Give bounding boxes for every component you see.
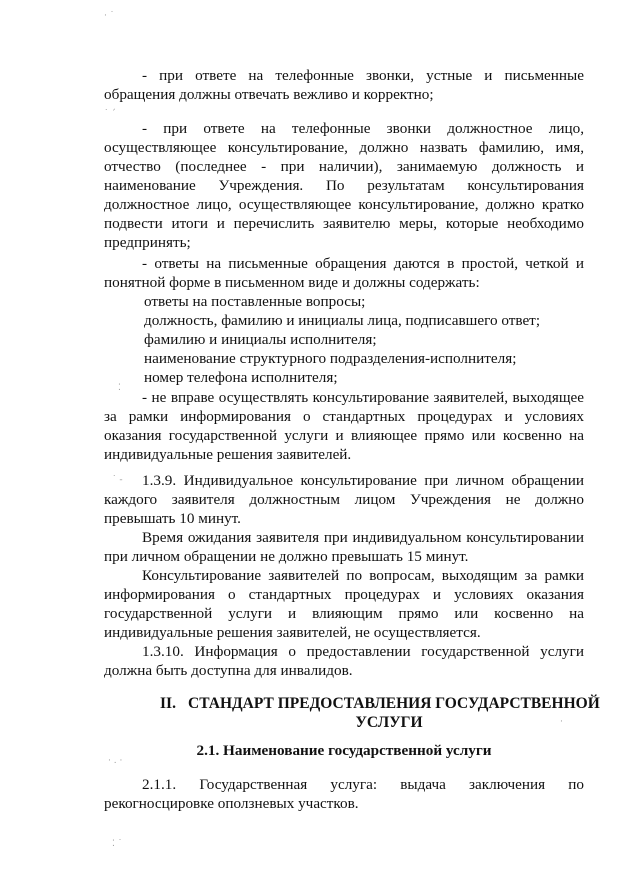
- paragraph-no-consulting: [104, 566, 584, 642]
- paragraph-written-answers: [104, 254, 584, 292]
- paragraph-phone-answers: [104, 119, 584, 252]
- section-heading: [160, 694, 600, 732]
- scan-speck: ·: [560, 717, 563, 727]
- section-title-line-1: СТАНДАРТ ПРЕДОСТАВЛЕНИЯ ГОСУДАРСТВЕННОЙ: [188, 695, 600, 712]
- paragraph-waiting-time: [104, 528, 584, 566]
- section-number: II.: [160, 695, 176, 712]
- subsection-heading: 2.1. Наименование государственной услуги: [196, 742, 492, 759]
- paragraph-text: 2.1.1. Государственная услуга: выдача заключения по рекогносцировке оползневых участков.: [104, 776, 584, 812]
- list-item: ответы на поставленные вопросы;: [144, 293, 366, 310]
- paragraph-polite-answers: [104, 66, 584, 104]
- list-item: наименование структурного подразделения-исполнителя;: [144, 350, 517, 367]
- paragraph-text: 1.3.10. Информация о предоставлении государственной услуги должна быть доступна для инвалидов.: [104, 643, 584, 679]
- list-item: номер телефона исполнителя;: [144, 369, 338, 386]
- paragraph-text: - не вправе осуществлять консультирование заявителей, выходящее за рамки информирования о стандартных процедурах и условиях оказания государственной услуги и влияющее прямо или косвенно на индивидуальные решения заявителей.: [104, 389, 584, 463]
- paragraph-text: Время ожидания заявителя при индивидуальном консультировании при личном обращении не должно превышать 15 минут.: [104, 529, 584, 565]
- paragraph-text: - при ответе на телефонные звонки, устные и письменные обращения должны отвечать вежливо и корректно;: [104, 67, 584, 103]
- scan-speck: ⁚: [118, 383, 121, 393]
- scan-speck: ˙ ´: [104, 109, 116, 119]
- paragraph-2-1-1: [104, 775, 584, 813]
- paragraph-text: - ответы на письменные обращения даются в простой, четкой и понятной форме в письменном виде и должны содержать:: [104, 255, 584, 291]
- scan-speck: ⁚ ˙: [112, 839, 123, 849]
- scan-speck: · ˙: [104, 11, 115, 21]
- paragraph-1-3-9: [104, 471, 584, 528]
- list-item: должность, фамилию и инициалы лица, подписавшего ответ;: [144, 312, 541, 329]
- paragraph-text: Консультирование заявителей по вопросам, выходящим за рамки информирования о стандартных процедурах и условиях оказания государственной услуги и влияющим прямо или косвенно на индивидуальные решения заявителей, не осуществляется.: [104, 567, 584, 641]
- paragraph-text: 1.3.9. Индивидуальное консультирование при личном обращении каждого заявителя должностным лицом Учреждения не должно превышать 10 минут.: [104, 472, 584, 527]
- section-title-line-2: УСЛУГИ: [355, 714, 423, 731]
- paragraph-1-3-10: [104, 642, 584, 680]
- scan-speck: ˙ -: [112, 475, 123, 485]
- written-answer-contents-list: [144, 292, 584, 387]
- paragraph-consulting-limits: [104, 388, 584, 464]
- paragraph-text: - при ответе на телефонные звонки должностное лицо, осуществляющее консультирование, должно назвать фамилию, имя, отчество (последнее - при наличии), занимаемую должность и наименование Учреждения. По результатам консультирования должностное лицо, осуществляющее консультирование, должно кратко подвести итоги и перечислить заявителю меры, которые необходимо предпринять;: [104, 120, 584, 251]
- scan-speck: · . ·: [108, 756, 123, 766]
- list-item: фамилию и инициалы исполнителя;: [144, 331, 377, 348]
